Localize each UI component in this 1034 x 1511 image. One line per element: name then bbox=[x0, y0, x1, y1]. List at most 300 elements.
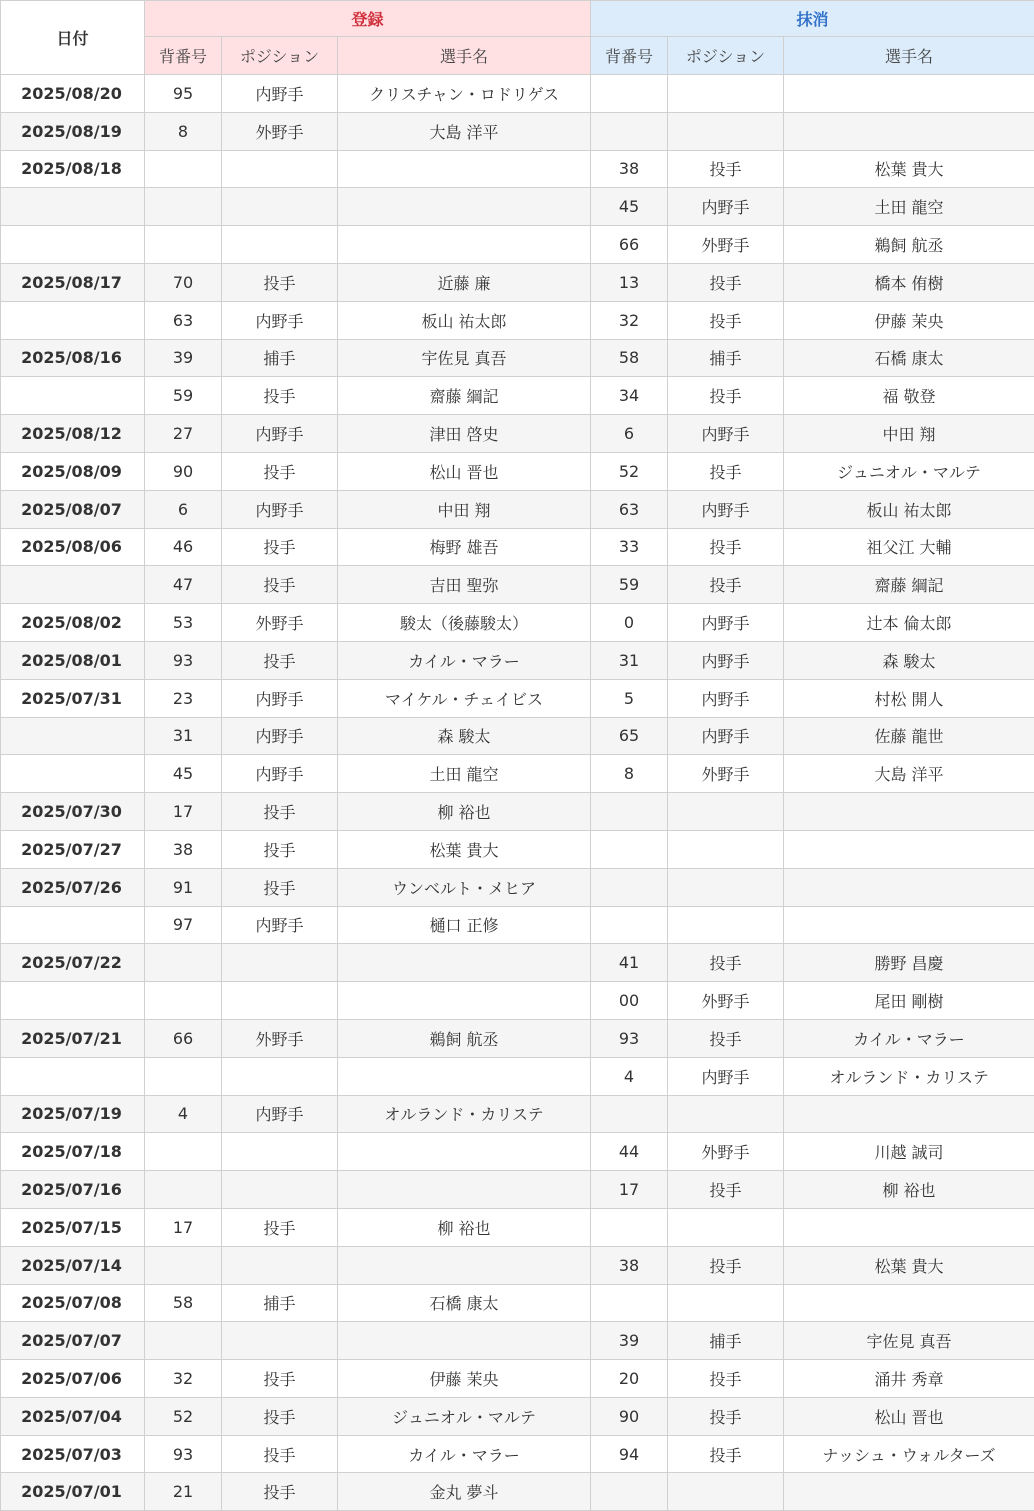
removed-position-cell: 内野手 bbox=[668, 679, 784, 717]
removed-position-cell: 内野手 bbox=[668, 1057, 784, 1095]
removed-player-cell bbox=[784, 793, 1034, 831]
removed-number-cell: 31 bbox=[591, 641, 668, 679]
removed-position-cell: 投手 bbox=[668, 1246, 784, 1284]
removed-player-cell bbox=[784, 830, 1034, 868]
registered-player-cell: 中田 翔 bbox=[338, 490, 591, 528]
registered-position-cell: 投手 bbox=[222, 1473, 338, 1511]
registered-number-cell: 70 bbox=[145, 263, 222, 301]
registered-position-cell: 外野手 bbox=[222, 1019, 338, 1057]
removed-player-header: 選手名 bbox=[784, 37, 1034, 75]
registered-position-cell: 内野手 bbox=[222, 755, 338, 793]
removed-player-cell bbox=[784, 868, 1034, 906]
date-cell: 2025/07/18 bbox=[1, 1133, 145, 1171]
registered-position-cell bbox=[222, 944, 338, 982]
table-row bbox=[1, 112, 1034, 150]
registered-number-cell: 59 bbox=[145, 377, 222, 415]
table-row bbox=[1, 263, 1034, 301]
removed-position-cell: 投手 bbox=[668, 1171, 784, 1209]
removed-number-cell: 17 bbox=[591, 1171, 668, 1209]
registered-number-cell: 27 bbox=[145, 415, 222, 453]
removed-number-cell: 39 bbox=[591, 1322, 668, 1360]
registered-number-cell: 4 bbox=[145, 1095, 222, 1133]
removed-number-cell: 4 bbox=[591, 1057, 668, 1095]
removed-position-cell bbox=[668, 75, 784, 113]
removed-number-cell: 20 bbox=[591, 1360, 668, 1398]
removed-position-cell: 投手 bbox=[668, 566, 784, 604]
removed-number-cell: 34 bbox=[591, 377, 668, 415]
removed-number-cell: 63 bbox=[591, 490, 668, 528]
registered-number-cell: 38 bbox=[145, 830, 222, 868]
date-cell: 2025/08/19 bbox=[1, 112, 145, 150]
removed-position-cell: 外野手 bbox=[668, 755, 784, 793]
registered-position-cell: 投手 bbox=[222, 1397, 338, 1435]
removed-position-cell: 外野手 bbox=[668, 982, 784, 1020]
removed-number-cell: 44 bbox=[591, 1133, 668, 1171]
removed-player-cell: 石橋 康太 bbox=[784, 339, 1034, 377]
registered-number-cell: 66 bbox=[145, 1019, 222, 1057]
removed-number-cell: 93 bbox=[591, 1019, 668, 1057]
registered-number-cell bbox=[145, 1057, 222, 1095]
table-row bbox=[1, 566, 1034, 604]
removed-player-cell: 辻本 倫太郎 bbox=[784, 604, 1034, 642]
registered-number-cell: 90 bbox=[145, 452, 222, 490]
date-cell: 2025/07/21 bbox=[1, 1019, 145, 1057]
table-row bbox=[1, 226, 1034, 264]
table-row bbox=[1, 75, 1034, 113]
date-cell bbox=[1, 906, 145, 944]
removed-position-header: ポジション bbox=[668, 37, 784, 75]
registered-position-cell: 外野手 bbox=[222, 112, 338, 150]
registered-position-header: ポジション bbox=[222, 37, 338, 75]
removed-position-cell: 投手 bbox=[668, 1019, 784, 1057]
removed-number-cell bbox=[591, 868, 668, 906]
registered-position-cell: 投手 bbox=[222, 641, 338, 679]
table-row bbox=[1, 150, 1034, 188]
removed-position-cell bbox=[668, 1208, 784, 1246]
date-cell: 2025/07/01 bbox=[1, 1473, 145, 1511]
registered-player-cell: 津田 啓史 bbox=[338, 415, 591, 453]
registered-player-cell: 鵜飼 航丞 bbox=[338, 1019, 591, 1057]
removed-player-cell: 齋藤 綱記 bbox=[784, 566, 1034, 604]
registered-player-cell: 柳 裕也 bbox=[338, 793, 591, 831]
removed-position-cell bbox=[668, 1473, 784, 1511]
table-row bbox=[1, 415, 1034, 453]
table-row bbox=[1, 944, 1034, 982]
date-cell: 2025/07/19 bbox=[1, 1095, 145, 1133]
registered-player-cell: ウンベルト・メヒア bbox=[338, 868, 591, 906]
registered-player-cell: 板山 祐太郎 bbox=[338, 301, 591, 339]
removed-player-cell bbox=[784, 75, 1034, 113]
registered-player-cell bbox=[338, 1057, 591, 1095]
date-cell: 2025/08/07 bbox=[1, 490, 145, 528]
registered-player-cell: 金丸 夢斗 bbox=[338, 1473, 591, 1511]
registered-player-cell: 松山 晋也 bbox=[338, 452, 591, 490]
removed-number-cell: 90 bbox=[591, 1397, 668, 1435]
registered-position-cell bbox=[222, 226, 338, 264]
registered-position-cell: 捕手 bbox=[222, 1284, 338, 1322]
registered-number-cell bbox=[145, 1171, 222, 1209]
registered-position-cell: 内野手 bbox=[222, 717, 338, 755]
registered-player-cell: 松葉 貴大 bbox=[338, 830, 591, 868]
removed-position-cell: 投手 bbox=[668, 1435, 784, 1473]
table-row bbox=[1, 188, 1034, 226]
removed-position-cell: 外野手 bbox=[668, 1133, 784, 1171]
removed-number-cell: 66 bbox=[591, 226, 668, 264]
removed-player-cell: 佐藤 龍世 bbox=[784, 717, 1034, 755]
removed-player-cell: 土田 龍空 bbox=[784, 188, 1034, 226]
registered-player-cell bbox=[338, 944, 591, 982]
date-cell: 2025/07/03 bbox=[1, 1435, 145, 1473]
removed-number-cell bbox=[591, 75, 668, 113]
removed-player-cell: カイル・マラー bbox=[784, 1019, 1034, 1057]
table-row bbox=[1, 1284, 1034, 1322]
registered-position-cell bbox=[222, 1322, 338, 1360]
date-cell: 2025/07/06 bbox=[1, 1360, 145, 1398]
registered-player-cell bbox=[338, 226, 591, 264]
removed-player-cell: 松葉 貴大 bbox=[784, 1246, 1034, 1284]
date-cell bbox=[1, 717, 145, 755]
removed-number-cell: 13 bbox=[591, 263, 668, 301]
table-row bbox=[1, 1360, 1034, 1398]
removed-position-cell: 内野手 bbox=[668, 717, 784, 755]
table-row bbox=[1, 1208, 1034, 1246]
removed-position-cell: 投手 bbox=[668, 944, 784, 982]
removed-position-cell: 外野手 bbox=[668, 226, 784, 264]
table-row bbox=[1, 452, 1034, 490]
registered-number-cell: 32 bbox=[145, 1360, 222, 1398]
registered-player-cell bbox=[338, 1322, 591, 1360]
removed-player-cell: 柳 裕也 bbox=[784, 1171, 1034, 1209]
removed-position-cell bbox=[668, 112, 784, 150]
removed-player-cell: オルランド・カリステ bbox=[784, 1057, 1034, 1095]
table-row bbox=[1, 301, 1034, 339]
registered-player-cell: カイル・マラー bbox=[338, 641, 591, 679]
table-row bbox=[1, 339, 1034, 377]
registered-player-cell bbox=[338, 982, 591, 1020]
removed-player-cell: 松葉 貴大 bbox=[784, 150, 1034, 188]
removed-number-cell: 58 bbox=[591, 339, 668, 377]
registered-number-header: 背番号 bbox=[145, 37, 222, 75]
registered-number-cell: 52 bbox=[145, 1397, 222, 1435]
registered-number-cell: 93 bbox=[145, 1435, 222, 1473]
removed-player-cell: 森 駿太 bbox=[784, 641, 1034, 679]
registered-position-cell: 投手 bbox=[222, 1208, 338, 1246]
table-row bbox=[1, 830, 1034, 868]
table-row bbox=[1, 868, 1034, 906]
removed-position-cell bbox=[668, 830, 784, 868]
date-column-header: 日付 bbox=[1, 1, 145, 75]
removed-number-cell bbox=[591, 1284, 668, 1322]
table-row bbox=[1, 1171, 1034, 1209]
removed-position-cell bbox=[668, 793, 784, 831]
registered-player-cell: ジュニオル・マルテ bbox=[338, 1397, 591, 1435]
date-cell: 2025/08/01 bbox=[1, 641, 145, 679]
date-cell bbox=[1, 377, 145, 415]
registered-number-cell: 45 bbox=[145, 755, 222, 793]
removed-number-cell bbox=[591, 830, 668, 868]
removed-number-cell: 59 bbox=[591, 566, 668, 604]
registered-number-cell: 46 bbox=[145, 528, 222, 566]
registered-player-cell bbox=[338, 1133, 591, 1171]
registered-player-cell: 吉田 聖弥 bbox=[338, 566, 591, 604]
table-row bbox=[1, 793, 1034, 831]
removed-player-cell: 大島 洋平 bbox=[784, 755, 1034, 793]
table-row bbox=[1, 1057, 1034, 1095]
table-row bbox=[1, 1322, 1034, 1360]
removed-number-cell bbox=[591, 1208, 668, 1246]
removed-position-cell: 内野手 bbox=[668, 415, 784, 453]
removed-number-cell bbox=[591, 793, 668, 831]
removed-position-cell: 投手 bbox=[668, 150, 784, 188]
removed-position-cell bbox=[668, 1284, 784, 1322]
date-cell: 2025/08/16 bbox=[1, 339, 145, 377]
registered-position-cell: 投手 bbox=[222, 830, 338, 868]
table-row bbox=[1, 1019, 1034, 1057]
registered-number-cell bbox=[145, 226, 222, 264]
removed-number-cell: 8 bbox=[591, 755, 668, 793]
registered-number-cell: 8 bbox=[145, 112, 222, 150]
registered-position-cell: 内野手 bbox=[222, 906, 338, 944]
registered-position-cell: 投手 bbox=[222, 528, 338, 566]
date-cell: 2025/07/16 bbox=[1, 1171, 145, 1209]
registered-player-cell: 森 駿太 bbox=[338, 717, 591, 755]
registered-number-cell: 17 bbox=[145, 1208, 222, 1246]
removed-player-cell: 福 敬登 bbox=[784, 377, 1034, 415]
registered-player-header: 選手名 bbox=[338, 37, 591, 75]
registered-player-cell: 樋口 正修 bbox=[338, 906, 591, 944]
registered-position-cell bbox=[222, 1171, 338, 1209]
table-row bbox=[1, 717, 1034, 755]
registered-player-cell: 大島 洋平 bbox=[338, 112, 591, 150]
table-row bbox=[1, 1095, 1034, 1133]
registered-player-cell: マイケル・チェイビス bbox=[338, 679, 591, 717]
removed-number-cell: 38 bbox=[591, 1246, 668, 1284]
removed-player-cell: 涌井 秀章 bbox=[784, 1360, 1034, 1398]
registered-position-cell bbox=[222, 1057, 338, 1095]
removed-player-cell bbox=[784, 1208, 1034, 1246]
table-row bbox=[1, 1246, 1034, 1284]
registered-player-cell: 駿太（後藤駿太） bbox=[338, 604, 591, 642]
removed-number-cell: 45 bbox=[591, 188, 668, 226]
table-row bbox=[1, 982, 1034, 1020]
registered-number-cell bbox=[145, 944, 222, 982]
registered-position-cell: 投手 bbox=[222, 1435, 338, 1473]
date-cell: 2025/07/27 bbox=[1, 830, 145, 868]
removed-number-cell bbox=[591, 906, 668, 944]
table-row bbox=[1, 1133, 1034, 1171]
registered-position-cell bbox=[222, 1133, 338, 1171]
registered-number-cell: 95 bbox=[145, 75, 222, 113]
removed-position-cell bbox=[668, 1095, 784, 1133]
registered-number-cell: 47 bbox=[145, 566, 222, 604]
removed-player-cell: 川越 誠司 bbox=[784, 1133, 1034, 1171]
removed-position-cell: 投手 bbox=[668, 377, 784, 415]
registered-number-cell: 91 bbox=[145, 868, 222, 906]
removed-player-cell: 橋本 侑樹 bbox=[784, 263, 1034, 301]
registered-number-cell: 39 bbox=[145, 339, 222, 377]
registered-number-cell bbox=[145, 1246, 222, 1284]
removed-player-cell: 板山 祐太郎 bbox=[784, 490, 1034, 528]
date-cell bbox=[1, 566, 145, 604]
registered-position-cell: 内野手 bbox=[222, 301, 338, 339]
removed-number-cell bbox=[591, 1095, 668, 1133]
table-row bbox=[1, 1435, 1034, 1473]
registered-group-header: 登録 bbox=[145, 1, 591, 37]
removed-number-cell: 6 bbox=[591, 415, 668, 453]
date-cell bbox=[1, 188, 145, 226]
removed-position-cell: 投手 bbox=[668, 1397, 784, 1435]
registered-position-cell: 捕手 bbox=[222, 339, 338, 377]
registered-position-cell: 内野手 bbox=[222, 490, 338, 528]
date-cell: 2025/08/17 bbox=[1, 263, 145, 301]
registered-position-cell: 内野手 bbox=[222, 415, 338, 453]
table-row bbox=[1, 1397, 1034, 1435]
removed-player-cell: 中田 翔 bbox=[784, 415, 1034, 453]
registered-player-cell: クリスチャン・ロドリゲス bbox=[338, 75, 591, 113]
registered-number-cell: 97 bbox=[145, 906, 222, 944]
registered-player-cell: 近藤 廉 bbox=[338, 263, 591, 301]
date-cell bbox=[1, 982, 145, 1020]
removed-player-cell bbox=[784, 1095, 1034, 1133]
date-cell: 2025/07/30 bbox=[1, 793, 145, 831]
removed-position-cell: 投手 bbox=[668, 263, 784, 301]
registered-number-cell: 63 bbox=[145, 301, 222, 339]
registered-position-cell: 投手 bbox=[222, 452, 338, 490]
registered-number-cell bbox=[145, 150, 222, 188]
registered-position-cell bbox=[222, 150, 338, 188]
registered-number-cell bbox=[145, 188, 222, 226]
removed-player-cell: 尾田 剛樹 bbox=[784, 982, 1034, 1020]
date-cell: 2025/07/15 bbox=[1, 1208, 145, 1246]
registered-player-cell: 柳 裕也 bbox=[338, 1208, 591, 1246]
removed-position-cell: 内野手 bbox=[668, 604, 784, 642]
table-row bbox=[1, 679, 1034, 717]
removed-number-cell: 5 bbox=[591, 679, 668, 717]
registered-number-cell: 31 bbox=[145, 717, 222, 755]
registered-player-cell: 齋藤 綱記 bbox=[338, 377, 591, 415]
removed-number-header: 背番号 bbox=[591, 37, 668, 75]
date-cell bbox=[1, 226, 145, 264]
table-row bbox=[1, 604, 1034, 642]
date-cell bbox=[1, 755, 145, 793]
date-cell bbox=[1, 301, 145, 339]
registered-position-cell: 内野手 bbox=[222, 75, 338, 113]
removed-position-cell bbox=[668, 906, 784, 944]
table-row bbox=[1, 755, 1034, 793]
registered-number-cell: 21 bbox=[145, 1473, 222, 1511]
removed-number-cell: 38 bbox=[591, 150, 668, 188]
table-row bbox=[1, 528, 1034, 566]
removed-position-cell: 内野手 bbox=[668, 490, 784, 528]
removed-player-cell: 松山 晋也 bbox=[784, 1397, 1034, 1435]
removed-number-cell: 00 bbox=[591, 982, 668, 1020]
removed-player-cell: 勝野 昌慶 bbox=[784, 944, 1034, 982]
removed-group-header: 抹消 bbox=[591, 1, 1034, 37]
table-row bbox=[1, 490, 1034, 528]
removed-player-cell: 村松 開人 bbox=[784, 679, 1034, 717]
registered-player-cell: 梅野 雄吾 bbox=[338, 528, 591, 566]
removed-position-cell: 捕手 bbox=[668, 339, 784, 377]
date-cell bbox=[1, 1057, 145, 1095]
registered-player-cell: 宇佐見 真吾 bbox=[338, 339, 591, 377]
table-row bbox=[1, 1473, 1034, 1511]
registered-player-cell bbox=[338, 188, 591, 226]
registered-position-cell: 内野手 bbox=[222, 1095, 338, 1133]
removed-player-cell: 祖父江 大輔 bbox=[784, 528, 1034, 566]
registered-number-cell bbox=[145, 1133, 222, 1171]
registered-player-cell: 伊藤 茉央 bbox=[338, 1360, 591, 1398]
registered-number-cell: 6 bbox=[145, 490, 222, 528]
registered-number-cell: 23 bbox=[145, 679, 222, 717]
registered-player-cell: オルランド・カリステ bbox=[338, 1095, 591, 1133]
date-cell: 2025/08/06 bbox=[1, 528, 145, 566]
date-cell: 2025/07/22 bbox=[1, 944, 145, 982]
registered-position-cell bbox=[222, 1246, 338, 1284]
removed-player-cell: 鵜飼 航丞 bbox=[784, 226, 1034, 264]
removed-position-cell: 投手 bbox=[668, 528, 784, 566]
date-cell: 2025/08/18 bbox=[1, 150, 145, 188]
registered-position-cell: 投手 bbox=[222, 377, 338, 415]
date-cell: 2025/08/09 bbox=[1, 452, 145, 490]
registered-number-cell bbox=[145, 1322, 222, 1360]
removed-player-cell bbox=[784, 112, 1034, 150]
date-cell: 2025/08/20 bbox=[1, 75, 145, 113]
registered-position-cell bbox=[222, 982, 338, 1020]
date-cell: 2025/07/04 bbox=[1, 1397, 145, 1435]
removed-number-cell bbox=[591, 112, 668, 150]
registered-number-cell bbox=[145, 982, 222, 1020]
removed-position-cell: 内野手 bbox=[668, 641, 784, 679]
registered-position-cell: 投手 bbox=[222, 793, 338, 831]
removed-position-cell: 投手 bbox=[668, 1360, 784, 1398]
date-cell: 2025/07/31 bbox=[1, 679, 145, 717]
removed-player-cell bbox=[784, 1473, 1034, 1511]
removed-position-cell: 内野手 bbox=[668, 188, 784, 226]
table-row bbox=[1, 906, 1034, 944]
removed-number-cell: 32 bbox=[591, 301, 668, 339]
removed-position-cell bbox=[668, 868, 784, 906]
registered-player-cell: 石橋 康太 bbox=[338, 1284, 591, 1322]
registered-player-cell bbox=[338, 150, 591, 188]
registered-position-cell: 投手 bbox=[222, 566, 338, 604]
removed-player-cell: ナッシュ・ウォルターズ bbox=[784, 1435, 1034, 1473]
registered-position-cell: 投手 bbox=[222, 1360, 338, 1398]
removed-number-cell: 41 bbox=[591, 944, 668, 982]
removed-number-cell: 33 bbox=[591, 528, 668, 566]
registered-position-cell bbox=[222, 188, 338, 226]
registered-player-cell: 土田 龍空 bbox=[338, 755, 591, 793]
date-cell: 2025/07/07 bbox=[1, 1322, 145, 1360]
registered-player-cell bbox=[338, 1171, 591, 1209]
registered-number-cell: 58 bbox=[145, 1284, 222, 1322]
removed-player-cell bbox=[784, 906, 1034, 944]
registered-player-cell: カイル・マラー bbox=[338, 1435, 591, 1473]
registered-player-cell bbox=[338, 1246, 591, 1284]
registered-position-cell: 内野手 bbox=[222, 679, 338, 717]
removed-number-cell: 52 bbox=[591, 452, 668, 490]
date-cell: 2025/08/12 bbox=[1, 415, 145, 453]
registered-position-cell: 投手 bbox=[222, 263, 338, 301]
removed-number-cell: 0 bbox=[591, 604, 668, 642]
removed-position-cell: 投手 bbox=[668, 301, 784, 339]
date-cell: 2025/07/14 bbox=[1, 1246, 145, 1284]
registered-number-cell: 93 bbox=[145, 641, 222, 679]
registered-position-cell: 外野手 bbox=[222, 604, 338, 642]
table-row bbox=[1, 377, 1034, 415]
table-row bbox=[1, 641, 1034, 679]
removed-number-cell: 94 bbox=[591, 1435, 668, 1473]
date-cell: 2025/08/02 bbox=[1, 604, 145, 642]
